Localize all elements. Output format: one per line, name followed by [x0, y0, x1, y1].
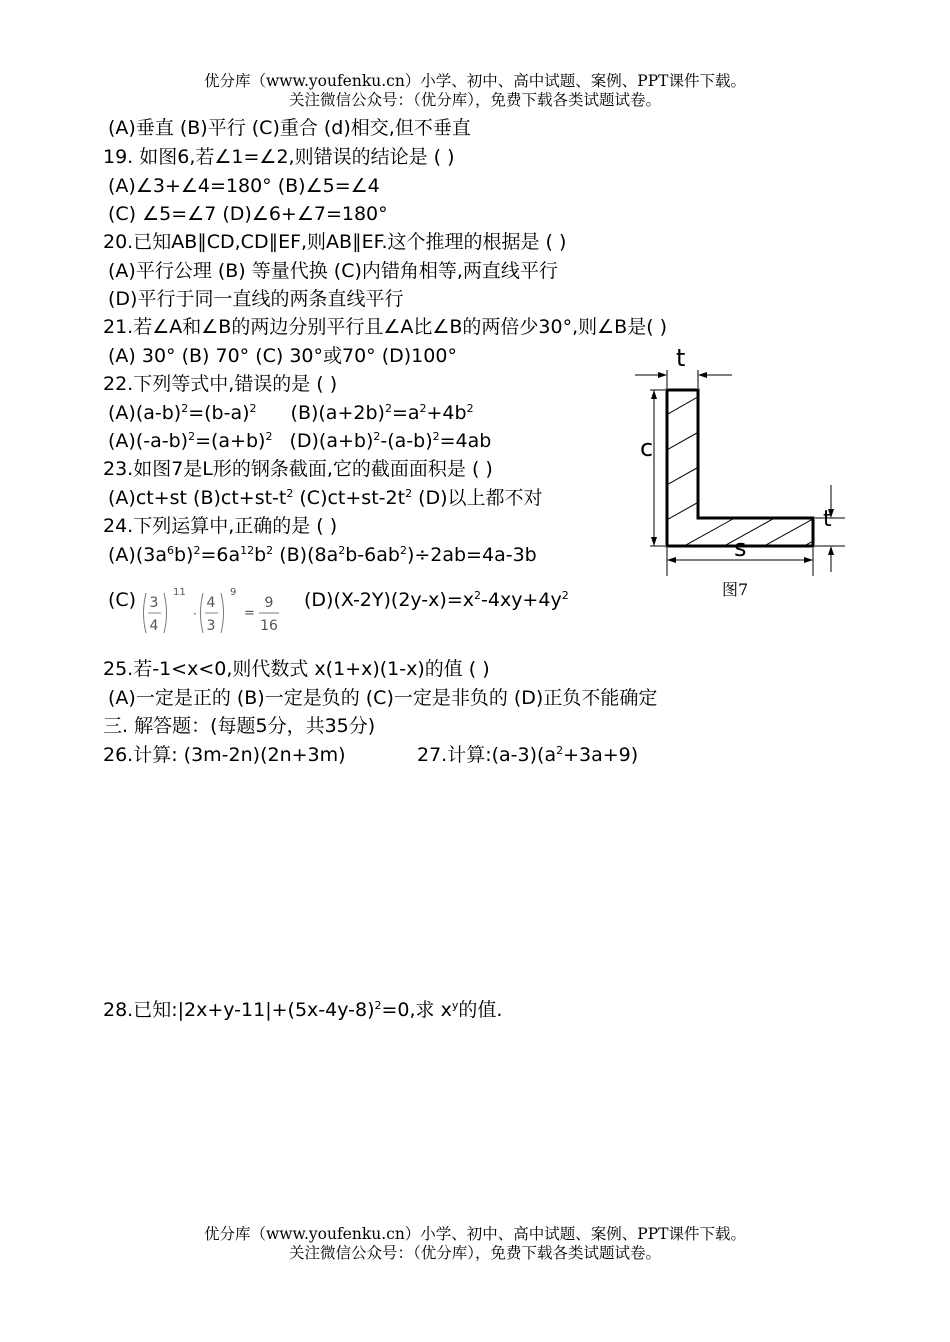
q24-stem: 24.下列运算中,正确的是 ( )	[103, 515, 338, 537]
frac2-den: 3	[206, 618, 216, 634]
q27-text: 27.计算$:(a-3)(a^2+3a+9)$	[417, 744, 639, 766]
q21-stem: 21.若∠A和∠B的两边分别平行且∠A比∠B的两倍少30°,则∠B是( )	[103, 316, 668, 338]
q18-options: (A)垂直 (B)平行 (C)重合 (d)相交,但不垂直	[108, 117, 471, 139]
paren	[201, 593, 204, 633]
q20-options-1: (A)平行公理 (B) 等量代换 (C)内错角相等,两直线平行	[108, 260, 558, 282]
page-footer	[0, 1225, 950, 1263]
header-line-2: 关注微信公众号：（优分库），免费下载各类试题试卷。	[288, 91, 661, 109]
equals: =	[244, 606, 255, 621]
footer-line-2: 关注微信公众号：（优分库），免费下载各类试题试卷。	[288, 1244, 661, 1262]
q24-option-c-fractions	[140, 583, 290, 643]
q20-stem: 20.已知AB∥CD,CD∥EF,则AB∥EF.这个推理的根据是 ( )	[103, 231, 567, 253]
result-num: 9	[264, 595, 274, 611]
figure-7-caption: 图7	[722, 580, 749, 599]
q21-options: (A) 30° (B) 70° (C) 30°或70° (D)100°	[108, 345, 457, 367]
q22-options-cd: $(A)(-a-b)^2=(a+b)^2$ $(D)(a+b)^2-(a-b)^2=4ab$	[108, 430, 492, 452]
frac1-num: 3	[149, 595, 159, 611]
q23-options: (A)ct+st $(B)ct+st-t^2$ $(C)ct+st-2t^2$ (D)以上都不对	[108, 487, 543, 509]
paren	[221, 593, 224, 633]
frac2-exp: 9	[230, 587, 237, 598]
result-den: 16	[260, 618, 278, 634]
frac2-num: 4	[206, 595, 216, 611]
q24-option-d: $(D)(X-2Y)(2y-x)=x^2-4xy+4y^2$	[304, 589, 569, 611]
q25-options: (A)一定是正的 (B)一定是负的 (C)一定是非负的 (D)正负不能确定	[108, 687, 658, 709]
q19-options-1: (A)∠3+∠4=180° (B)∠5=∠4	[108, 175, 380, 197]
l-outline	[667, 390, 813, 546]
q23-stem: 23.如图7是L形的钢条截面,它的截面面积是 ( )	[103, 458, 493, 480]
q25-stem: 25.若-1<x<0,则代数式 x(1+x)(1-x)的值 ( )	[103, 658, 490, 680]
section-3-heading: 三. 解答题：(每题5分，共35分)	[103, 715, 376, 737]
q24-option-c-label: (C)	[108, 589, 137, 611]
label-t-right: t	[823, 507, 832, 532]
header-line-1: 优分库（www.youfenku.cn）小学、初中、高中试题、案例、PPT课件下载。	[203, 72, 747, 90]
page-header	[0, 72, 950, 110]
label-c: c	[640, 434, 654, 462]
q28-text: 28.已知$:|2x+y-11|+(5x-4y-8)^2=0$,求 $x^y$的值.	[103, 999, 503, 1021]
hatching	[640, 390, 860, 565]
q22-stem: 22.下列等式中,错误的是 ( )	[103, 373, 338, 395]
frac1-exp: 11	[173, 587, 186, 598]
q24-options-ab: $(A)(3a^6b)^2=6a^{12}b^2$ $(B)(8a^2b-6ab^2)\div 2ab=4a-3b$	[108, 544, 537, 566]
q20-options-2: (D)平行于同一直线的两条直线平行	[108, 288, 404, 310]
q22-options-ab: $(A)(a-b)^2=(b-a)^2$ $(B)(a+2b)^2=a^2+4b^2$	[108, 402, 474, 424]
label-s: s	[734, 534, 747, 562]
paren	[144, 593, 147, 633]
q26-text: 26.计算: (3m-2n)(2n+3m)	[103, 744, 346, 766]
q19-options-2: (C) ∠5=∠7 (D)∠6+∠7=180°	[108, 203, 388, 225]
figure-7-l-section	[630, 340, 860, 580]
frac1-den: 4	[149, 618, 159, 634]
footer-line-1: 优分库（www.youfenku.cn）小学、初中、高中试题、案例、PPT课件下载。	[203, 1225, 747, 1243]
dot: ·	[193, 607, 197, 621]
q19-stem: 19. 如图6,若∠1=∠2,则错误的结论是 ( )	[103, 146, 455, 168]
paren	[164, 593, 167, 633]
label-t-top: t	[676, 344, 686, 372]
